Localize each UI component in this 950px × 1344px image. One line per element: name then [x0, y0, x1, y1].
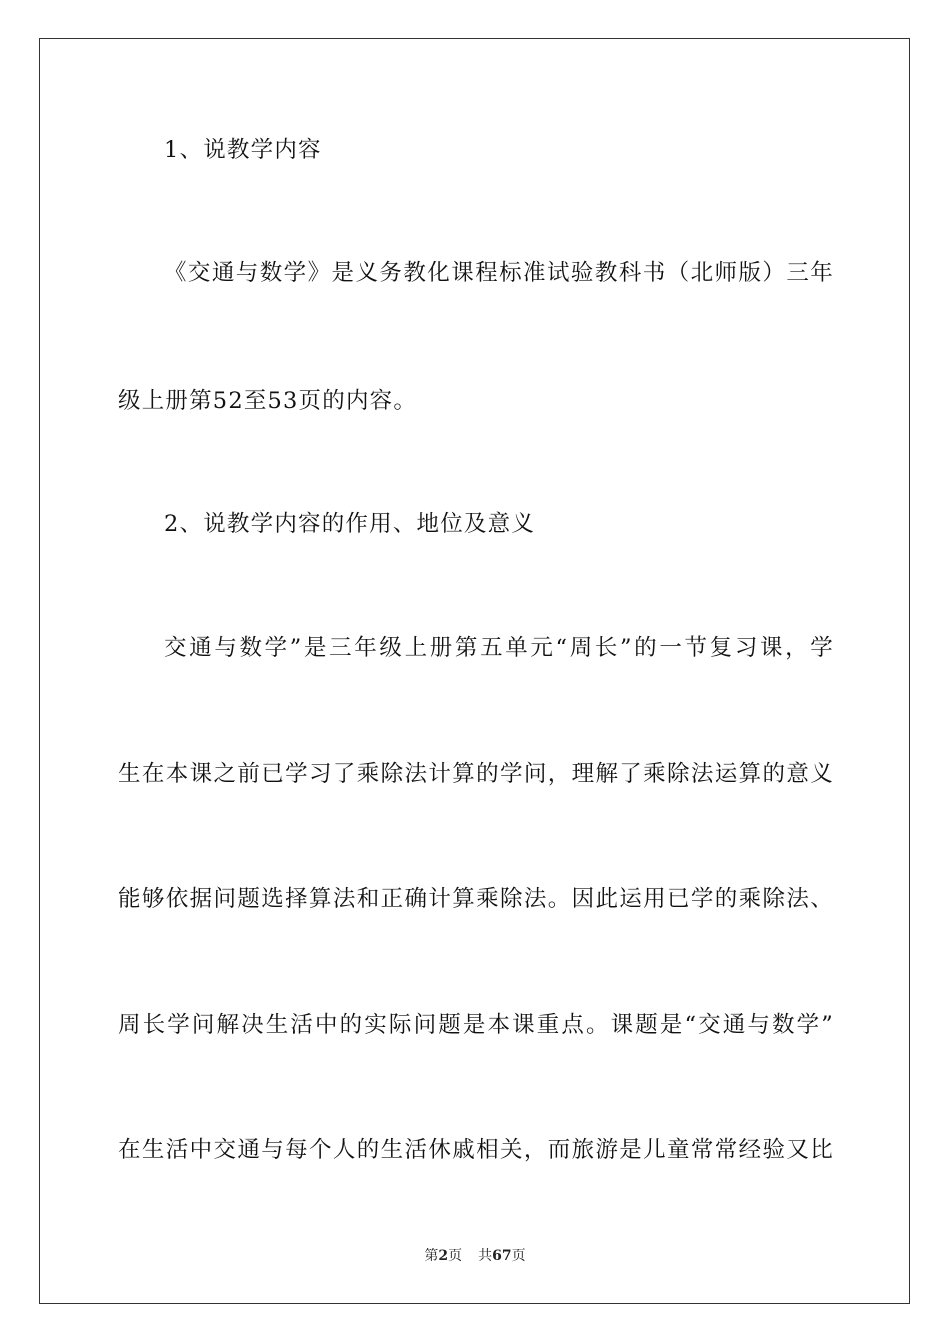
page-footer — [0, 1246, 950, 1266]
section-heading-2: 2、说教学内容的作用、地位及意义 — [164, 511, 536, 537]
page-frame — [39, 38, 910, 1304]
paragraph-line: 周长学问解决生活中的实际问题是本课重点。课题是“交通与数学” — [118, 1012, 834, 1038]
paragraph-line: 生在本课之前已学习了乘除法计算的学问，理解了乘除法运算的意义 — [118, 761, 834, 787]
footer-page-prefix: 第 — [424, 1248, 439, 1264]
footer-page-number: 2 — [438, 1248, 449, 1264]
paragraph-line: 《交通与数学》是义务教化课程标准试验教科书（北师版）三年 — [164, 260, 834, 286]
paragraph-line: 能够依据问题选择算法和正确计算乘除法。因此运用已学的乘除法、 — [118, 886, 834, 912]
paragraph-line: 交通与数学”是三年级上册第五单元“周长”的一节复习课，学 — [164, 635, 834, 661]
footer-page-suffix: 页 — [448, 1248, 463, 1264]
footer-total-pages: 67 — [492, 1248, 512, 1264]
paragraph-line: 级上册第52至53页的内容。 — [118, 388, 418, 414]
footer-total-suffix: 页 — [511, 1248, 526, 1264]
footer-total-prefix: 共 — [478, 1248, 493, 1264]
section-heading-1: 1、说教学内容 — [164, 137, 322, 163]
paragraph-line: 在生活中交通与每个人的生活休戚相关，而旅游是儿童常常经验又比 — [118, 1137, 834, 1163]
